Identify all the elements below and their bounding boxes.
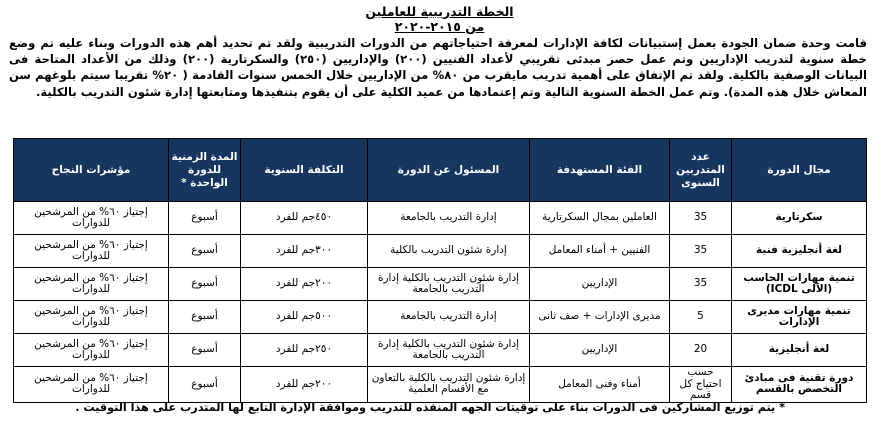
cell-target: العاملين بمجال السكرتارية <box>530 202 670 235</box>
cell-responsible: إدارة شئون التدريب بالكلية إدارة التدريب بالجامعة <box>368 268 530 301</box>
cell-count: 5 <box>670 301 732 334</box>
cell-target: الإداريين <box>530 334 670 367</box>
intro-paragraph: قامت وحدة ضمان الجودة بعمل إستبيانات لكافة الإدارات لمعرفة احتياجاتهم من الدورات التدريبية ولقد تم تحديد أهم هذه الدورات وبناء عليه تم وضع خطة سنوية لتدريب الإداريين وتم عمل حصر مبدئى تقريبي لأعداد الفنيين (٢٠٠) والإداريين (٢٥٠) والسكرتارية (٢٠٠) وذلك من الأعداد المتاحة فى البيانات الوصفية بالكلية. ولقد تم الإتفاق على أهمية تدريب مايقرب من ٨٠% من الإداريين خلال الخمس سنوات القادمة ( ٢٠% تقريبا سيتم بلوغهم سن المعاش خلال هذه المدة). وتم عمل الخطة السنوية التالية وتم إعتمادها من عميد الكلية على أن يقوم بتنفيذها ومتابعتها إدارة شئون التدريب بالكلية. <box>9 36 867 99</box>
footnote: * يتم توزيع المشاركين فى الدورات بناء على توقيتات الجهه المنفذه للتدريب وموافقة الإدارة التابع لها المتدرب على هذا التوقيت . <box>75 401 785 414</box>
header-domain: مجال الدورة <box>732 139 867 202</box>
cell-target: الفنيين + أمناء المعامل <box>530 235 670 268</box>
cell-target: الإداريين <box>530 268 670 301</box>
table-header-row <box>14 139 867 202</box>
table-row <box>14 334 867 367</box>
header-duration: المدة الزمنية للدورة الواحدة * <box>169 139 241 202</box>
cell-cost: ٤٥٠جم للفرد <box>241 202 368 235</box>
cell-responsible: إدارة التدريب بالجامعة <box>368 301 530 334</box>
cell-cost: ٢٠٠جم للفرد <box>241 367 368 403</box>
cell-count: 35 <box>670 202 732 235</box>
cell-domain: لغة أنجليزية فنية <box>732 235 867 268</box>
header-indicators: مؤشرات النجاح <box>14 139 169 202</box>
cell-domain: سكرتارية <box>732 202 867 235</box>
document-subtitle: من ٢٠١٥-٢٠٢٠ <box>394 19 485 34</box>
cell-cost: ٣٠٠جم للفرد <box>241 235 368 268</box>
cell-responsible: إدارة شئون التدريب بالكلية إدارة التدريب بالجامعة <box>368 334 530 367</box>
cell-count: 35 <box>670 235 732 268</box>
cell-responsible: إدارة شئون التدريب بالكلية <box>368 235 530 268</box>
header-target: الفئة المستهدفة <box>530 139 670 202</box>
table-row <box>14 202 867 235</box>
cell-duration: أسبوع <box>169 334 241 367</box>
cell-indicators: إجتياز ٦٠% من المرشحين للدوارات <box>14 367 169 403</box>
table-row <box>14 268 867 301</box>
training-plan-table <box>13 138 867 403</box>
cell-domain: تنمية مهارات مديرى الإدارات <box>732 301 867 334</box>
cell-indicators: إجتياز ٦٠% من المرشحين للدوارات <box>14 235 169 268</box>
cell-cost: ٥٠٠جم للفرد <box>241 301 368 334</box>
header-cost: التكلفة السنوية <box>241 139 368 202</box>
cell-domain: دورة تقنية فى مبادئ التخصص بالقسم <box>732 367 867 403</box>
cell-duration: أسبوع <box>169 367 241 403</box>
cell-indicators: إجتياز ٦٠% من المرشحين للدوارات <box>14 301 169 334</box>
cell-count: 35 <box>670 268 732 301</box>
cell-count: حسب احتياج كل قسم <box>670 367 732 403</box>
cell-domain: تنمية مهارات الحاسب (الآلى ICDL) <box>732 268 867 301</box>
table-row <box>14 367 867 403</box>
cell-domain: لغة أنجليزية <box>732 334 867 367</box>
cell-indicators: إجتياز ٦٠% من المرشحين للدوارات <box>14 202 169 235</box>
header-count: عدد المتدربين السنوى <box>670 139 732 202</box>
cell-indicators: إجتياز ٦٠% من المرشحين للدوارات <box>14 268 169 301</box>
cell-duration: أسبوع <box>169 202 241 235</box>
cell-duration: أسبوع <box>169 301 241 334</box>
cell-indicators: إجتياز ٦٠% من المرشحين للدوارات <box>14 334 169 367</box>
cell-duration: أسبوع <box>169 268 241 301</box>
cell-duration: أسبوع <box>169 235 241 268</box>
table-row <box>14 301 867 334</box>
cell-target: مديرى الإدارات + صف ثانى <box>530 301 670 334</box>
cell-count: 20 <box>670 334 732 367</box>
cell-responsible: إدارة التدريب بالجامعة <box>368 202 530 235</box>
document-title: الخطة التدريبية للعاملين <box>365 4 514 19</box>
table-row <box>14 235 867 268</box>
cell-cost: ٢٥٠جم للفرد <box>241 334 368 367</box>
cell-target: أمناء وفنى المعامل <box>530 367 670 403</box>
header-responsible: المسئول عن الدورة <box>368 139 530 202</box>
cell-cost: ٢٠٠جم للفرد <box>241 268 368 301</box>
cell-responsible: إدارة شئون التدريب بالكلية بالتعاون مع الأقسام العلمية <box>368 367 530 403</box>
